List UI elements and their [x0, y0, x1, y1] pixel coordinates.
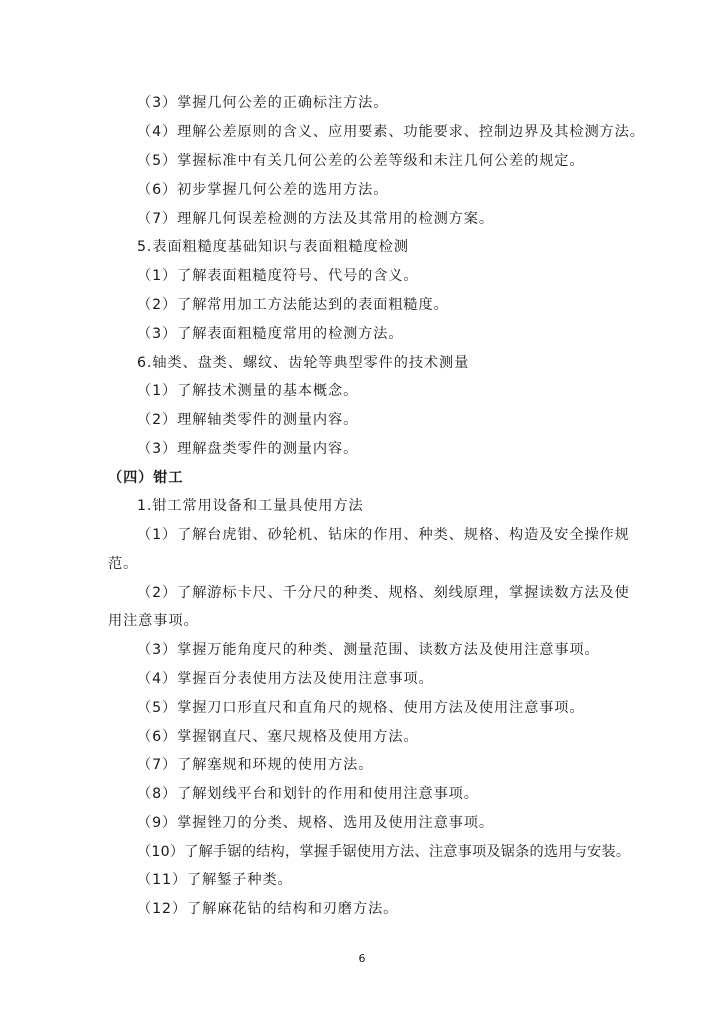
text-line: （7）了解塞规和环规的使用方法。: [137, 757, 374, 773]
text-line: （11）了解錾子种类。: [137, 872, 293, 888]
text-line: （3）理解盘类零件的测量内容。: [137, 441, 359, 457]
text-line: （12）了解麻花钻的结构和刃磨方法。: [137, 901, 399, 917]
text-line: （3）掌握万能角度尺的种类、测量范围、读数方法及使用注意事项。: [137, 642, 600, 658]
text-line: （3）掌握几何公差的正确标注方法。: [137, 95, 389, 111]
text-line: （6）掌握钢直尺、塞尺规格及使用方法。: [137, 729, 419, 745]
section-heading: 1.钳工常用设备和工量具使用方法: [137, 498, 364, 514]
text-line: （1）了解台虎钳、砂轮机、钻床的作用、种类、规格、构造及安全操作规: [137, 527, 630, 543]
text-line: （4）掌握百分表使用方法及使用注意事项。: [137, 671, 434, 687]
chapter-heading: （四）钳工: [108, 470, 184, 486]
text-line: 用注意事项。: [108, 613, 199, 629]
text-line: （9）掌握锉刀的分类、规格、选用及使用注意事项。: [137, 815, 494, 831]
text-line: （1）了解技术测量的基本概念。: [137, 383, 359, 399]
text-line: （2）了解游标卡尺、千分尺的种类、规格、刻线原理，掌握读数方法及使: [137, 585, 630, 601]
text-line: （4）理解公差原则的含义、应用要素、功能要求、控制边界及其检测方法。: [137, 124, 645, 140]
text-line: （1）了解表面粗糙度符号、代号的含义。: [137, 268, 419, 284]
page-number: 6: [358, 952, 366, 965]
section-heading: 5.表面粗糙度基础知识与表面粗糙度检测: [137, 239, 409, 255]
text-line: 范。: [108, 556, 139, 572]
text-line: （3）了解表面粗糙度常用的检测方法。: [137, 326, 404, 342]
text-line: （8）了解划线平台和划针的作用和使用注意事项。: [137, 786, 479, 802]
text-line: （2）理解轴类零件的测量内容。: [137, 412, 359, 428]
text-line: （2）了解常用加工方法能达到的表面粗糙度。: [137, 297, 449, 313]
text-line: （10）了解手锯的结构，掌握手锯使用方法、注意事项及锯条的选用与安装。: [137, 844, 631, 860]
text-line: （6）初步掌握几何公差的选用方法。: [137, 182, 389, 198]
text-line: （7）理解几何误差检测的方法及其常用的检测方案。: [137, 211, 494, 227]
text-line: （5）掌握标准中有关几何公差的公差等级和未注几何公差的规定。: [137, 153, 585, 169]
text-line: （5）掌握刀口形直尺和直角尺的规格、使用方法及使用注意事项。: [137, 700, 585, 716]
section-heading: 6.轴类、盘类、螺纹、齿轮等典型零件的技术测量: [137, 355, 470, 371]
